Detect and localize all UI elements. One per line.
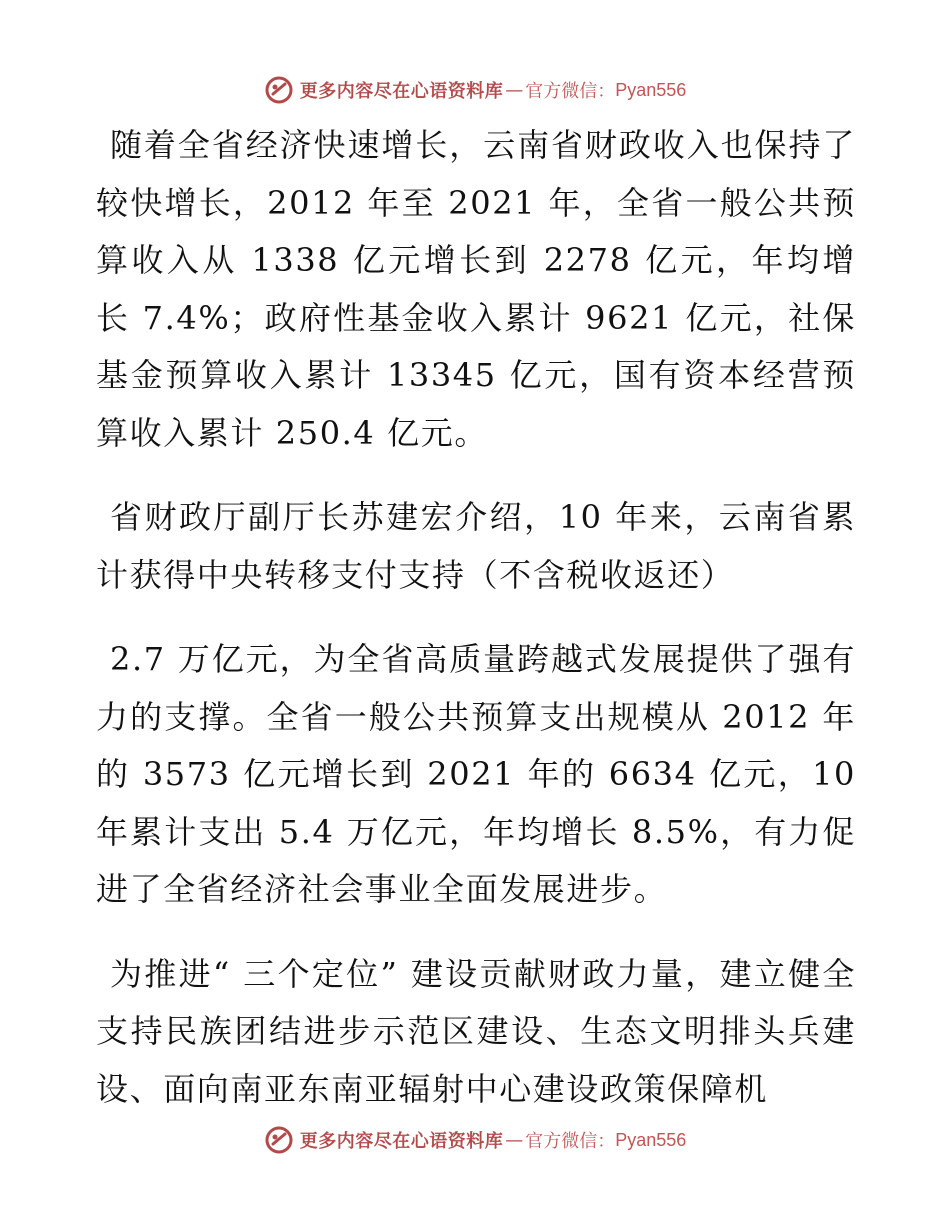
watermark-official-label: 官方微信： [525,81,616,102]
watermark-text: 更多内容尽在心语资料库 [299,1131,504,1152]
watermark-text: 更多内容尽在心语资料库 [299,81,504,102]
paragraph-4: 为推进“ 三个定位” 建设贡献财政力量，建立健全支持民族团结进步示范区建设、生态文明排头兵建设、面向南亚东南亚辐射中心建设政策保障机 [96,954,856,1108]
watermark-id: Pyan556 [615,79,687,100]
watermark-dash: — [505,1129,524,1151]
watermark-dash: — [505,79,524,101]
header-watermark [0,70,950,110]
watermark-official-label: 官方微信： [525,1131,616,1152]
document-body [96,117,856,1145]
paragraph-3: 2.7 万亿元，为全省高质量跨越式发展提供了强有力的支撑。全省一般公共预算支出规模从 2012 年的 3573 亿元增长到 2021 年的 6634 亿元，10 年累计支出 5.4 万亿元，年均增长 8.5%，有力促进了全省经济社会事业全面发展进步。 [96,640,856,908]
paragraph-1: 随着全省经济快速增长，云南省财政收入也保持了较快增长，2012 年至 2021 年，全省一般公共预算收入从 1338 亿元增长到 2278 亿元，年均增长 7.4%；政府性基金收入累计 9621 亿元，社保基金预算收入累计 13345 亿元，国有资本经营预算收入累计 250.4 亿元。 [96,126,856,452]
paragraph-2: 省财政厅副厅长苏建宏介绍，10 年来，云南省累计获得中央转移支付支持（不含税收返还） [96,498,856,594]
logo-icon [264,75,294,105]
footer-watermark [0,1120,950,1160]
watermark-id: Pyan556 [615,1129,687,1150]
logo-icon [264,1125,294,1155]
